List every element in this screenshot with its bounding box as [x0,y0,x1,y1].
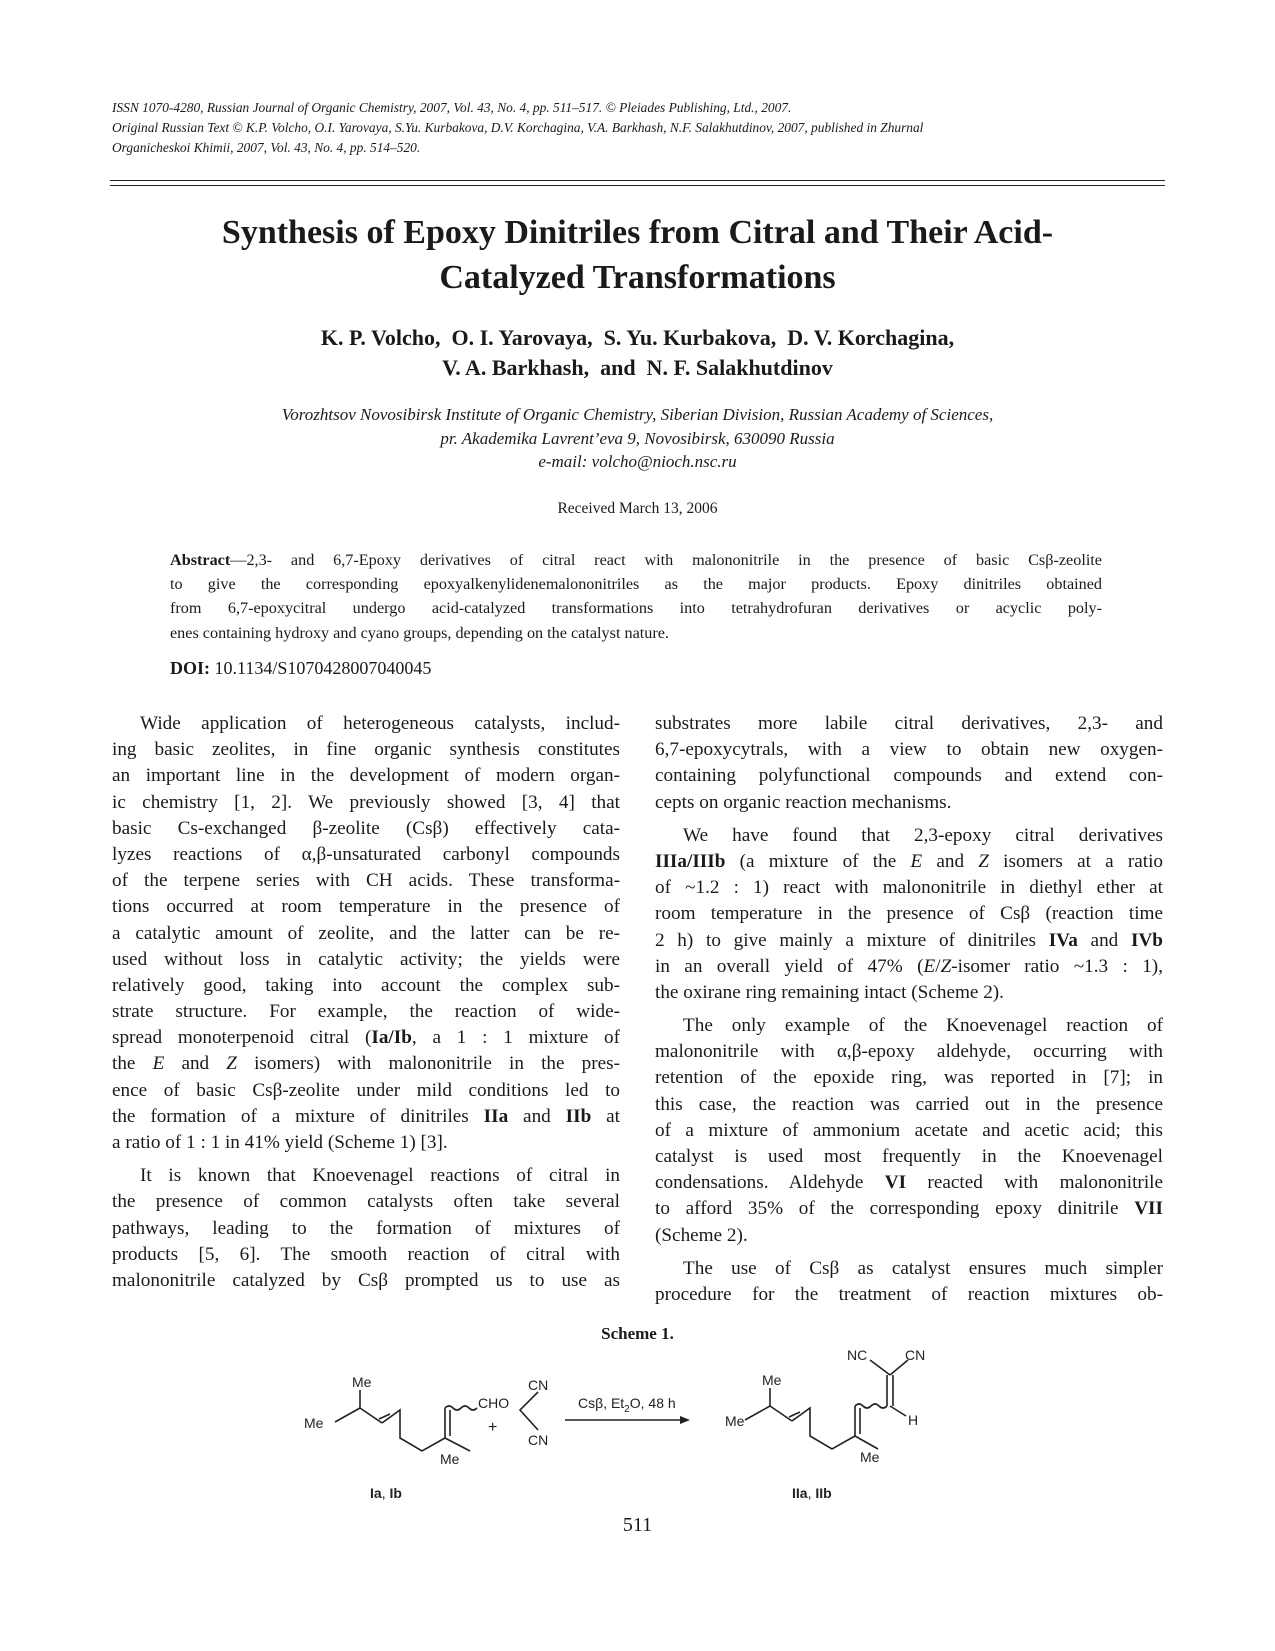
text-line: the presence of common catalysts often take several [112,1191,620,1213]
text-line: this case, the reaction was carried out in the presence [655,1093,1163,1115]
abstract-line-4: enes containing hydroxy and cyano groups, depending on the catalyst nature. [170,623,669,642]
compound-label: IIb [565,1105,592,1127]
header-rule-bottom [110,185,1165,186]
compound-label: IVa [1048,929,1078,951]
text-line: the E and Z isomers) with malononitrile in the pres- [112,1053,620,1075]
text-line: (Scheme 2). [655,1224,748,1246]
methyl-label: Me [860,1449,880,1465]
text-line: ing basic zeolites, in fine organic synthesis constitutes [112,739,620,761]
citral-structure [335,1390,477,1451]
text-line: basic Cs-exchanged β-zeolite (Csβ) effectively cata- [112,817,620,839]
compound-label: Ia/Ib [371,1027,412,1049]
text-line: the formation of a mixture of dinitriles IIa and IIb at [112,1105,620,1127]
text-line: 2 h) to give mainly a mixture of dinitriles IVa and IVb [655,929,1163,951]
text-line: procedure for the treatment of reaction mixtures ob- [655,1283,1163,1305]
compound-label: IIa [483,1105,509,1127]
text-line: We have found that 2,3-epoxy citral derivatives [683,824,1163,846]
reaction-arrow [565,1395,690,1424]
text-line: tions occurred at room temperature in the presence of [112,896,620,918]
authors-line-2: V. A. Barkhash, and N. F. Salakhutdinov [442,355,833,380]
header-line-1: ISSN 1070-4280, Russian Journal of Organic Chemistry, 2007, Vol. 43, No. 4, pp. 511–517. © Pleiades Publishing, Ltd., 2007. [112,100,792,115]
text-line: room temperature in the presence of Csβ (reaction time [655,903,1163,925]
abstract [170,548,1102,645]
text-line: products [5, 6]. The smooth reaction of citral with [112,1243,620,1265]
affiliation-line-2: pr. Akademika Lavrent’eva 9, Novosibirsk, 630090 Russia [440,428,835,448]
compound-label: VII [1134,1198,1163,1220]
compound-label: IIIa/IIIb [655,850,726,872]
aldehyde-label: CHO [478,1395,510,1411]
text-line: of the terpene series with CH acids. These transforma- [112,870,620,892]
hydrogen-label: H [908,1412,919,1428]
affiliation-line-1: Vorozhtsov Novosibirsk Institute of Organic Chemistry, Siberian Division, Russian Academy of Sciences, [281,405,994,424]
methyl-label: Me [725,1413,745,1429]
text-line: The use of Csβ as catalyst ensures much simpler [683,1257,1163,1279]
text-line: malononitrile catalyzed by Csβ prompted us to use as [112,1269,620,1291]
nitrile-label: NC [847,1350,868,1363]
malononitrile-structure [520,1392,538,1430]
abstract-line-3: from 6,7-epoxycitral undergo acid-catalyzed transformations into tetrahydrofuran derivatives or acyclic poly- [170,599,1102,618]
body-column-right [655,711,1163,1308]
cyano-label: CN [905,1350,926,1363]
reaction-scheme [300,1350,1000,1500]
text-line: of ~1.2 : 1) react with malononitrile in diethyl ether at [655,877,1163,899]
text-line: containing polyfunctional compounds and extend con- [655,765,1163,787]
text-line: in an overall yield of 47% (E/Z-isomer ratio ~1.3 : 1), [655,955,1163,977]
text-line: It is known that Knoevenagel reactions of citral in [140,1165,620,1187]
text-line: used without loss in catalytic activity; the yields were [112,948,620,970]
text-line: The only example of the Knoevenagel reaction of [683,1015,1163,1037]
title-line-2: Catalyzed Transformations [439,259,836,296]
text-line: malononitrile with α,β-epoxy aldehyde, occurring with [655,1041,1163,1063]
text-line: to afford 35% of the corresponding epoxy dinitrile VII [655,1198,1163,1220]
authors-line-1: K. P. Volcho, O. I. Yarovaya, S. Yu. Kurbakova, D. V. Korchagina, [320,325,955,350]
reaction-conditions: Csβ, $Et_2O$, 48 h [578,1395,676,1415]
author-list [110,323,1165,383]
affiliation [110,403,1165,474]
text-line: lyzes reactions of α,β-unsaturated carbonyl compounds [112,843,620,865]
body-column-left [112,711,620,1294]
plus-sign: + [488,1419,498,1436]
compound-label: VI [884,1172,907,1194]
text-line: ic chemistry [1, 2]. We previously showed [3, 4] that [112,791,620,813]
scheme-title: Scheme 1. [601,1324,674,1343]
header-rule-top [110,180,1165,181]
text-line: condensations. Aldehyde VI reacted with malononitrile [655,1172,1163,1194]
cyano-label: CN [528,1377,549,1393]
abstract-line-2: to give the corresponding epoxyalkenylidenemalononitriles as the major products. Epoxy dinitriles obtained [170,575,1102,594]
text-line: IIIa/IIIb (a mixture of the E and Z isomers at a ratio [655,850,1163,872]
journal-header [112,98,1162,158]
header-line-3: Organicheskoi Khimii, 2007, Vol. 43, No. 4, pp. 514–520. [112,140,421,155]
abstract-line-1: Abstract—2,3- and 6,7-Epoxy derivatives of citral react with malononitrile in the presence of basic Csβ-zeolite [170,551,1102,569]
received-date: Received March 13, 2006 [557,500,718,517]
text-line: 6,7-epoxycytrals, with a view to obtain new oxygen- [655,739,1163,761]
compound-label-left: Ia, Ib [370,1485,402,1500]
compound-label-right: IIa, IIb [792,1485,832,1500]
text-line: spread monoterpenoid citral (Ia/Ib, a 1 : 1 mixture of [112,1027,620,1049]
text-line: relatively good, taking into account the complex sub- [112,974,620,996]
methyl-label: Me [304,1415,324,1431]
paper-title [110,210,1165,300]
compound-label: IVb [1130,929,1163,951]
text-line: the oxirane ring remaining intact (Scheme 2). [655,981,1004,1003]
methyl-label: Me [440,1451,460,1467]
cyano-label: CN [528,1432,549,1448]
text-line: ence of basic Csβ-zeolite under mild conditions led to [112,1079,620,1101]
text-line: an important line in the development of modern organ- [112,765,620,787]
text-line: a catalytic amount of zeolite, and the latter can be re- [112,922,620,944]
text-line: cepts on organic reaction mechanisms. [655,791,952,813]
text-line: a ratio of 1 : 1 in 41% yield (Scheme 1) [3]. [112,1132,448,1153]
text-line: substrates more labile citral derivatives, 2,3- and [655,713,1163,734]
doi-label: DOI: [170,658,210,678]
text-line: catalyst is used most frequently in the Knoevenagel [655,1146,1163,1167]
methyl-label: Me [762,1372,782,1388]
doi-value: 10.1134/S1070428007040045 [214,658,432,678]
title-line-1: Synthesis of Epoxy Dinitriles from Citral and Their Acid- [221,214,1054,251]
doi [170,658,431,679]
text-line: strate structure. For example, the reaction of wide- [112,1001,620,1023]
text-line: Wide application of heterogeneous catalysts, includ- [140,713,620,734]
text-line: of a mixture of ammonium acetate and acetic acid; this [655,1119,1163,1141]
page-number: 511 [622,1514,653,1536]
methyl-label: Me [352,1374,372,1390]
text-line: retention of the epoxide ring, was reported in [7]; in [655,1067,1163,1089]
text-line: pathways, leading to the formation of mixtures of [112,1217,620,1239]
affiliation-email: e-mail: volcho@nioch.nsc.ru [538,452,737,471]
abstract-label: Abstract [170,551,231,569]
header-line-2: Original Russian Text © K.P. Volcho, O.I. Yarovaya, S.Yu. Kurbakova, D.V. Korchagina, V.A. Barkhash, N.F. Salakhutdinov, 2007, published in Zhurnal [112,120,924,135]
